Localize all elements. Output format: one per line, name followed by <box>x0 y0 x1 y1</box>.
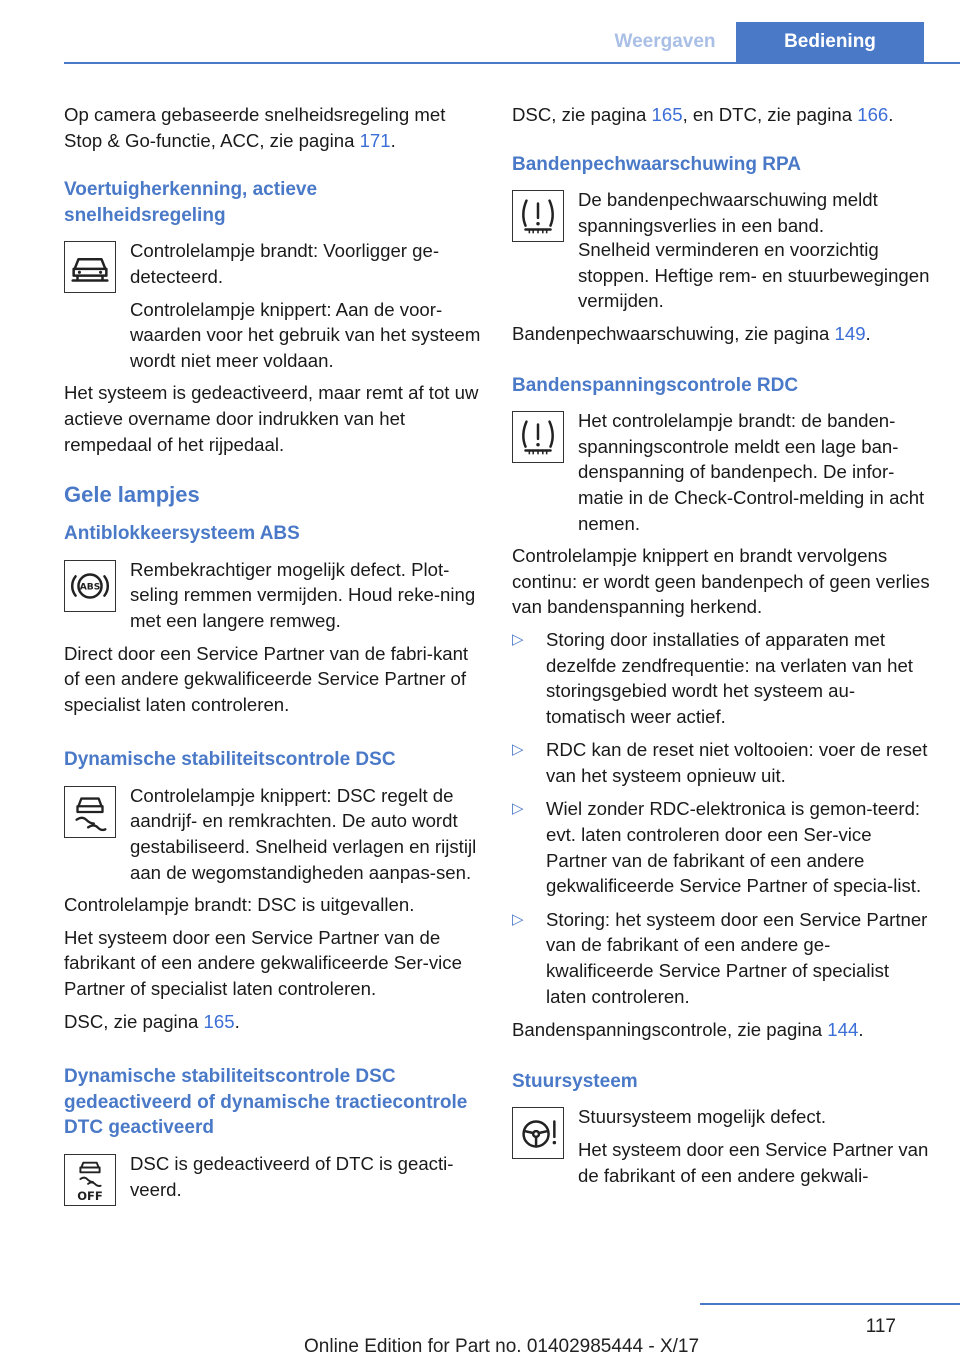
dsc-skid-icon <box>64 786 116 838</box>
rpa-text-2: Snelheid verminderen en voorzichtig stoppen. Heftige rem- en stuurbewegingen vermijden. <box>578 239 930 312</box>
header-rule <box>64 62 960 64</box>
rpa-heading: Bandenpechwaarschuwing RPA <box>512 153 801 175</box>
list-item <box>512 907 932 1009</box>
abs-icon <box>64 560 116 612</box>
dsc-text-2: Controlelampje brandt: DSC is uitgevallen. <box>64 894 415 916</box>
link-page-165-right[interactable]: 165 <box>651 104 683 125</box>
tab-bediening[interactable]: Bediening <box>736 22 924 64</box>
bullet-text: Storing door installaties of apparaten met dezelfde zendfrequentie: na verlaten van het storingsgebied wordt het systeem au-tomatisch weer actief. <box>546 628 913 727</box>
steering-text-2: Het systeem door een Service Partner van de fabrikant of een andere gekwali- <box>578 1139 929 1186</box>
rdc-text-1: Het controlelampje brandt: de banden-spanningscontrole meldt een lage ban-denspanning of bandenpech. De infor-matie in de Check-Control-melding in acht nemen. <box>578 410 925 534</box>
rdc-bullet-list <box>512 627 932 1009</box>
list-item <box>512 737 932 788</box>
triangle-bullet-icon: ▷ <box>512 630 524 648</box>
rdc-ref-text: Bandenspanningscontrole, zie pagina <box>512 1019 828 1041</box>
list-item <box>512 796 932 898</box>
triangle-bullet-icon: ▷ <box>512 800 524 818</box>
right-column <box>512 102 932 1195</box>
abs-heading: Antiblokkeersysteem ABS <box>64 523 300 545</box>
dsc-heading: Dynamische stabiliteitscontrole DSC <box>64 749 396 771</box>
triangle-bullet-icon: ▷ <box>512 910 524 928</box>
dsc-reference: DSC, zie pagina 165. <box>64 1010 240 1032</box>
steering-text-1: Stuursysteem mogelijk defect. <box>578 1106 827 1128</box>
triangle-bullet-icon: ▷ <box>512 741 524 759</box>
tire-warning-icon <box>512 190 564 242</box>
rpa-block <box>512 187 932 243</box>
dsc-block <box>64 783 482 885</box>
rdc-block <box>512 408 932 536</box>
tab-weergaven[interactable]: Weergaven <box>614 31 716 52</box>
abs-text-2: Direct door een Service Partner van de fabri-kant of een andere gekwalificeerde Service Partner of specialist laten controleren. <box>64 642 469 715</box>
dsc-text-1: Controlelampje knippert: DSC regelt de aandrijf- en remkrachten. De auto wordt gestabiliseerd. Snelheid verlagen en rijstijl aan de wegomstandigheden aanpas-sen. <box>130 784 477 883</box>
acc-block <box>64 238 482 373</box>
acc-text-2: Controlelampje knippert: Aan de voor-waarden voor het gebruik van het systeem wordt niet meer voldaan. <box>130 298 481 371</box>
rdc-text-2: Controlelampje knippert en brandt vervolgens continu: er wordt geen bandenpech of geen verlies van bandenspanning herkend. <box>512 545 930 618</box>
abs-block <box>64 557 482 634</box>
acc-text-1: Controlelampje brandt: Voorligger ge-detecteerd. <box>130 240 440 287</box>
intro-paragraph: Op camera gebaseerde snelheidsregeling met Stop & Go-functie, ACC, zie pagina 171. <box>64 104 446 151</box>
svg-text:ABS: ABS <box>79 582 101 593</box>
acc-text-3: Het systeem is gedeactiveerd, maar remt af tot uw actieve overname door indrukken van het rempedaal of het rijpedaal. <box>64 382 479 455</box>
tire-pressure-icon <box>512 411 564 463</box>
steering-block <box>512 1104 932 1188</box>
bullet-text: Storing: het systeem door een Service Partner van de fabrikant of een andere ge-kwalificeerde Service Partner of specialist laten controleren. <box>546 908 928 1007</box>
dsc-ref-text: DSC, zie pagina <box>64 1010 204 1032</box>
rpa-text-1: De bandenpechwaarschuwing meldt spanningsverlies in een band. <box>578 189 878 236</box>
rpa-reference: Bandenpechwaarschuwing, zie pagina 149. <box>512 322 871 344</box>
dsc-dtc-reference: DSC, zie pagina 165, en DTC, zie pagina 166. <box>512 104 894 125</box>
ref1-text-a: DSC, zie pagina <box>512 104 652 125</box>
bullet-text: RDC kan de reset niet voltooien: voer de reset van het systeem opnieuw uit. <box>546 739 928 786</box>
intro-text: Op camera gebaseerde snelheidsregeling met Stop & Go-functie, ACC, zie pagina <box>64 104 446 151</box>
left-column <box>64 102 482 1207</box>
rpa-ref-text: Bandenpechwaarschuwing, zie pagina <box>512 322 835 344</box>
rdc-heading: Bandenspanningscontrole RDC <box>512 374 799 396</box>
dsc-text-3: Het systeem door een Service Partner van de fabrikant of een andere gekwalificeerde Ser-vice Partner of specialist laten controleren. <box>64 926 462 1000</box>
dsc-off-block <box>64 1151 482 1207</box>
link-page-149[interactable]: 149 <box>834 322 866 344</box>
acc-heading: Voertuigherkenning, actieve snelheidsregeling <box>64 179 318 226</box>
car-ahead-icon <box>64 241 116 293</box>
svg-text:OFF: OFF <box>77 1189 103 1204</box>
bullet-text: Wiel zonder RDC-elektronica is gemon-teerd: evt. laten controleren door een Ser-vice Partner van de fabrikant of een andere gekwalificeerde Service Partner of specia-list. <box>546 798 922 897</box>
rdc-reference: Bandenspanningscontrole, zie pagina 144. <box>512 1019 864 1041</box>
link-page-144[interactable]: 144 <box>827 1019 859 1041</box>
dsc-off-heading: Dynamische stabiliteitscontrole DSC gedeactiveerd of dynamische tractiecontrole DTC geactiveerd <box>64 1066 468 1139</box>
link-page-165[interactable]: 165 <box>203 1010 235 1032</box>
ref1-text-b: , en DTC, zie pagina <box>682 104 858 125</box>
dsc-off-icon <box>64 1154 116 1206</box>
edition-footer: Online Edition for Part no. 01402985444 - X/17 <box>304 1336 700 1357</box>
link-page-171[interactable]: 171 <box>359 129 391 151</box>
abs-text-1: Rembekrachtiger mogelijk defect. Plot-seling remmen vermijden. Houd reke-ning met een langere remweg. <box>130 558 476 631</box>
steering-heading: Stuursysteem <box>512 1070 638 1092</box>
link-page-166[interactable]: 166 <box>857 104 889 125</box>
footer-rule <box>700 1303 960 1305</box>
steering-warning-icon <box>512 1107 564 1159</box>
gele-lampjes-heading: Gele lampjes <box>64 482 200 508</box>
page-number: 117 <box>865 1316 896 1337</box>
list-item <box>512 627 932 729</box>
dsc-off-text: DSC is gedeactiveerd of DTC is geacti-veerd. <box>130 1153 454 1200</box>
